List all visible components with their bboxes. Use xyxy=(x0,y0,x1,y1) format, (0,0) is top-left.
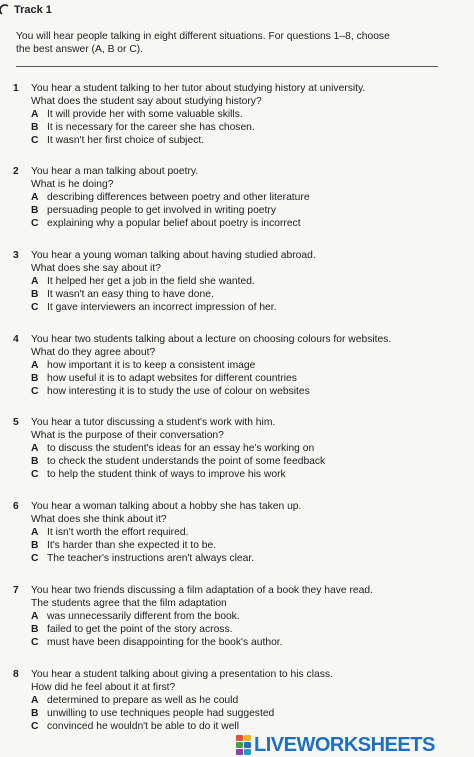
option-letter: C xyxy=(31,721,39,732)
question-stem: You hear a student talking to her tutor about studying history at university. xyxy=(31,83,366,94)
option-letter: B xyxy=(31,708,39,719)
question-number: 1 xyxy=(13,83,19,94)
answer-option-a[interactable] xyxy=(31,276,255,289)
question-prompt: What does the student say about studying history? xyxy=(31,96,262,107)
question-prompt: The students agree that the film adaptation xyxy=(31,598,227,609)
option-letter: C xyxy=(31,553,39,564)
question-number: 6 xyxy=(13,501,19,512)
option-text: It isn't worth the effort required. xyxy=(47,527,189,538)
option-letter: B xyxy=(31,205,39,216)
answer-option-a[interactable] xyxy=(31,109,243,122)
option-text: It is necessary for the career she has chosen. xyxy=(47,122,255,133)
option-letter: A xyxy=(31,695,39,706)
option-text: to help the student think of ways to improve his work xyxy=(47,469,286,480)
option-text: describing differences between poetry and other literature xyxy=(47,192,310,203)
option-text: It gave interviewers an incorrect impression of her. xyxy=(47,302,277,313)
option-letter: C xyxy=(31,218,39,229)
answer-option-b[interactable] xyxy=(31,122,255,135)
option-text: unwilling to use techniques people had suggested xyxy=(47,708,275,719)
question-stem: You hear two friends discussing a film adaptation of a book they have read. xyxy=(31,585,373,596)
divider xyxy=(16,66,438,67)
answer-option-c[interactable] xyxy=(31,135,204,148)
option-text: how interesting it is to study the use of colour on websites xyxy=(47,386,310,397)
answer-option-a[interactable] xyxy=(31,695,238,708)
question-number: 3 xyxy=(13,250,19,261)
option-letter: A xyxy=(31,109,39,120)
option-letter: C xyxy=(31,469,39,480)
option-text: It helped her get a job in the field she wanted. xyxy=(47,276,255,287)
answer-option-a[interactable] xyxy=(31,611,240,624)
answer-option-b[interactable] xyxy=(31,205,276,218)
question-stem: You hear a student talking about giving a presentation to his class. xyxy=(31,669,333,680)
answer-option-c[interactable] xyxy=(31,553,254,566)
question-prompt: What is the purpose of their conversation? xyxy=(31,430,224,441)
audio-track-icon xyxy=(0,4,10,16)
question-number: 7 xyxy=(13,585,19,596)
question-stem: You hear a young woman talking about having studied abroad. xyxy=(31,250,316,261)
answer-option-c[interactable] xyxy=(31,721,239,734)
liveworksheets-badge-icon xyxy=(236,735,251,755)
answer-option-a[interactable] xyxy=(31,443,314,456)
option-text: to check the student understands the point of some feedback xyxy=(47,456,326,467)
option-letter: C xyxy=(31,637,39,648)
option-text: persuading people to get involved in writing poetry xyxy=(47,205,276,216)
answer-option-b[interactable] xyxy=(31,540,216,553)
option-letter: B xyxy=(31,540,39,551)
answer-option-b[interactable] xyxy=(31,289,214,302)
option-letter: A xyxy=(31,360,39,371)
answer-option-c[interactable] xyxy=(31,637,283,650)
option-letter: B xyxy=(31,624,39,635)
option-text: must have been disappointing for the book's author. xyxy=(47,637,283,648)
option-letter: C xyxy=(31,386,39,397)
question-number: 5 xyxy=(13,417,19,428)
question-stem: You hear a man talking about poetry. xyxy=(31,166,199,177)
option-text: explaining why a popular belief about poetry is incorrect xyxy=(47,218,301,229)
instructions xyxy=(16,30,436,56)
option-letter: A xyxy=(31,192,39,203)
option-text: It wasn't her first choice of subject. xyxy=(47,135,205,146)
answer-option-b[interactable] xyxy=(31,456,325,469)
instructions-line-1: You will hear people talking in eight different situations. For questions 1–8, choose xyxy=(16,31,390,42)
option-letter: B xyxy=(31,289,39,300)
answer-option-c[interactable] xyxy=(31,469,286,482)
question-number: 4 xyxy=(13,334,19,345)
liveworksheets-logo xyxy=(236,734,470,756)
option-letter: B xyxy=(31,122,39,133)
option-letter: B xyxy=(31,373,39,384)
option-text: determined to prepare as well as he could xyxy=(47,695,239,706)
question-number: 2 xyxy=(13,166,19,177)
question-number: 8 xyxy=(13,669,19,680)
question-stem: You hear a woman talking about a hobby she has taken up. xyxy=(31,501,302,512)
question-prompt: What does she think about it? xyxy=(31,514,167,525)
answer-option-c[interactable] xyxy=(31,302,277,315)
option-text: how important it is to keep a consistent image xyxy=(47,360,256,371)
option-text: to discuss the student's ideas for an essay he's working on xyxy=(47,443,315,454)
option-letter: A xyxy=(31,443,39,454)
answer-option-c[interactable] xyxy=(31,386,310,399)
option-text: failed to get the point of the story across. xyxy=(47,624,233,635)
option-text: how useful it is to adapt websites for different countries xyxy=(47,373,297,384)
answer-option-b[interactable] xyxy=(31,373,297,386)
question-stem: You hear two students talking about a lecture on choosing colours for websites. xyxy=(31,334,392,345)
answer-option-a[interactable] xyxy=(31,527,188,540)
option-text: The teacher's instructions aren't always clear. xyxy=(47,553,255,564)
question-prompt: How did he feel about it at first? xyxy=(31,682,176,693)
answer-option-a[interactable] xyxy=(31,360,255,373)
option-letter: A xyxy=(31,611,39,622)
track-header xyxy=(0,2,52,18)
watermark-text: LIVEWORKSHEETS xyxy=(254,733,435,756)
answer-option-c[interactable] xyxy=(31,218,301,231)
option-letter: C xyxy=(31,135,39,146)
instructions-line-2: the best answer (A, B or C). xyxy=(16,44,144,55)
option-letter: C xyxy=(31,302,39,313)
answer-option-b[interactable] xyxy=(31,624,232,637)
track-title: Track 1 xyxy=(14,4,52,16)
option-text: It's harder than she expected it to be. xyxy=(47,540,217,551)
option-text: was unnecessarily different from the book. xyxy=(47,611,240,622)
option-letter: B xyxy=(31,456,39,467)
answer-option-a[interactable] xyxy=(31,192,310,205)
option-letter: A xyxy=(31,276,39,287)
option-text: It wasn't an easy thing to have done. xyxy=(47,289,214,300)
option-text: convinced he wouldn't be able to do it well xyxy=(47,721,240,732)
option-text: It will provide her with some valuable skills. xyxy=(47,109,243,120)
question-stem: You hear a tutor discussing a student's work with him. xyxy=(31,417,276,428)
question-prompt: What does she say about it? xyxy=(31,263,161,274)
option-letter: A xyxy=(31,527,39,538)
question-prompt: What do they agree about? xyxy=(31,347,156,358)
answer-option-b[interactable] xyxy=(31,708,274,721)
question-prompt: What is he doing? xyxy=(31,179,114,190)
